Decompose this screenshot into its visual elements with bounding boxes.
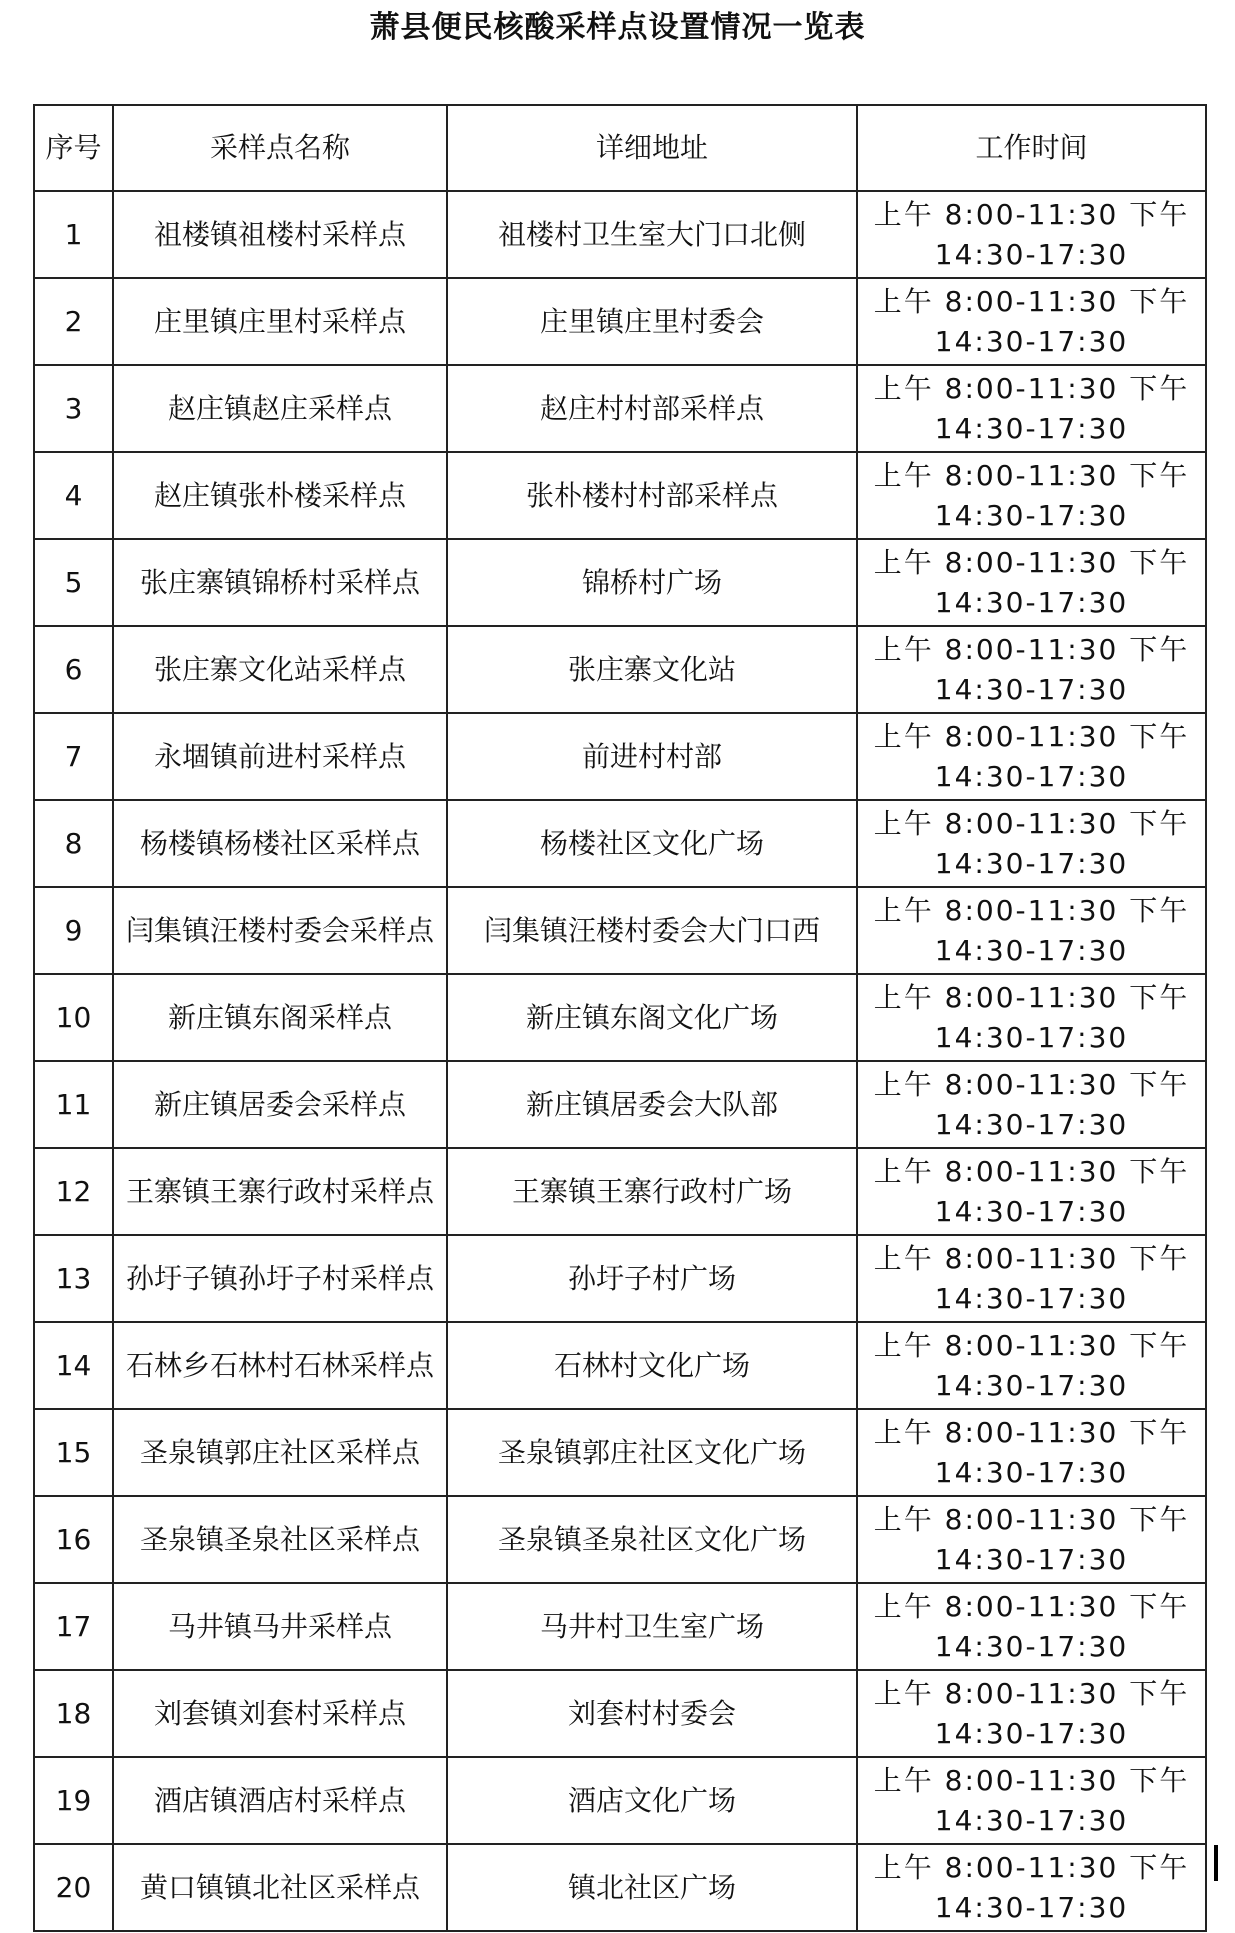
- header-no: 序号: [34, 105, 113, 191]
- cell-time: 上午 8:00-11:30 下午 14:30-17:30: [857, 539, 1206, 626]
- cell-no: 7: [34, 713, 113, 800]
- cell-name: 石林乡石林村石林采样点: [113, 1322, 447, 1409]
- table-row: [34, 1409, 1206, 1496]
- table-row: [34, 713, 1206, 800]
- table-row: [34, 800, 1206, 887]
- cell-time: 上午 8:00-11:30 下午 14:30-17:30: [857, 626, 1206, 713]
- cell-address: 刘套村村委会: [447, 1670, 857, 1757]
- table-row: [34, 1322, 1206, 1409]
- cell-address: 孙圩子村广场: [447, 1235, 857, 1322]
- cell-time: 上午 8:00-11:30 下午 14:30-17:30: [857, 800, 1206, 887]
- cell-no: 14: [34, 1322, 113, 1409]
- cell-address: 石林村文化广场: [447, 1322, 857, 1409]
- cell-name: 王寨镇王寨行政村采样点: [113, 1148, 447, 1235]
- table-row: [34, 1061, 1206, 1148]
- table-row: [34, 191, 1206, 278]
- cell-time: 上午 8:00-11:30 下午 14:30-17:30: [857, 1061, 1206, 1148]
- cell-no: 4: [34, 452, 113, 539]
- cell-address: 张朴楼村村部采样点: [447, 452, 857, 539]
- cell-no: 20: [34, 1844, 113, 1931]
- cell-address: 庄里镇庄里村委会: [447, 278, 857, 365]
- cell-time: 上午 8:00-11:30 下午 14:30-17:30: [857, 1235, 1206, 1322]
- cell-no: 15: [34, 1409, 113, 1496]
- table-row: [34, 452, 1206, 539]
- cell-no: 6: [34, 626, 113, 713]
- cell-address: 圣泉镇圣泉社区文化广场: [447, 1496, 857, 1583]
- cell-address: 新庄镇东阁文化广场: [447, 974, 857, 1061]
- table-row: [34, 626, 1206, 713]
- cell-name: 刘套镇刘套村采样点: [113, 1670, 447, 1757]
- cell-time: 上午 8:00-11:30 下午 14:30-17:30: [857, 1670, 1206, 1757]
- table-row: [34, 974, 1206, 1061]
- cell-no: 10: [34, 974, 113, 1061]
- cell-address: 王寨镇王寨行政村广场: [447, 1148, 857, 1235]
- cell-time: 上午 8:00-11:30 下午 14:30-17:30: [857, 887, 1206, 974]
- cell-no: 1: [34, 191, 113, 278]
- cell-time: 上午 8:00-11:30 下午 14:30-17:30: [857, 1583, 1206, 1670]
- cell-address: 祖楼村卫生室大门口北侧: [447, 191, 857, 278]
- cell-no: 13: [34, 1235, 113, 1322]
- cell-name: 祖楼镇祖楼村采样点: [113, 191, 447, 278]
- cell-time: 上午 8:00-11:30 下午 14:30-17:30: [857, 365, 1206, 452]
- cell-no: 8: [34, 800, 113, 887]
- table-header: [34, 105, 1206, 191]
- cell-name: 张庄寨文化站采样点: [113, 626, 447, 713]
- cell-address: 张庄寨文化站: [447, 626, 857, 713]
- cell-time: 上午 8:00-11:30 下午 14:30-17:30: [857, 278, 1206, 365]
- table-row: [34, 1496, 1206, 1583]
- cell-no: 19: [34, 1757, 113, 1844]
- cell-no: 11: [34, 1061, 113, 1148]
- cell-name: 孙圩子镇孙圩子村采样点: [113, 1235, 447, 1322]
- cell-name: 黄口镇镇北社区采样点: [113, 1844, 447, 1931]
- cell-name: 赵庄镇张朴楼采样点: [113, 452, 447, 539]
- sampling-sites-table: [33, 104, 1207, 1932]
- header-address: 详细地址: [447, 105, 857, 191]
- table-row: [34, 278, 1206, 365]
- cell-time: 上午 8:00-11:30 下午 14:30-17:30: [857, 1757, 1206, 1844]
- table-row: [34, 1235, 1206, 1322]
- cell-time: 上午 8:00-11:30 下午 14:30-17:30: [857, 1148, 1206, 1235]
- table-row: [34, 1670, 1206, 1757]
- cell-time: 上午 8:00-11:30 下午 14:30-17:30: [857, 1409, 1206, 1496]
- cell-address: 马井村卫生室广场: [447, 1583, 857, 1670]
- cell-address: 新庄镇居委会大队部: [447, 1061, 857, 1148]
- cell-address: 闫集镇汪楼村委会大门口西: [447, 887, 857, 974]
- cell-no: 12: [34, 1148, 113, 1235]
- cell-time: 上午 8:00-11:30 下午 14:30-17:30: [857, 1322, 1206, 1409]
- cell-address: 前进村村部: [447, 713, 857, 800]
- cell-address: 圣泉镇郭庄社区文化广场: [447, 1409, 857, 1496]
- cell-name: 张庄寨镇锦桥村采样点: [113, 539, 447, 626]
- cell-name: 酒店镇酒店村采样点: [113, 1757, 447, 1844]
- cell-address: 镇北社区广场: [447, 1844, 857, 1931]
- table-row: [34, 539, 1206, 626]
- table-row: [34, 1757, 1206, 1844]
- cell-address: 锦桥村广场: [447, 539, 857, 626]
- cell-name: 新庄镇东阁采样点: [113, 974, 447, 1061]
- cell-address: 酒店文化广场: [447, 1757, 857, 1844]
- table-row: [34, 1844, 1206, 1931]
- cell-no: 16: [34, 1496, 113, 1583]
- cell-name: 赵庄镇赵庄采样点: [113, 365, 447, 452]
- header-row: [34, 105, 1206, 191]
- cell-name: 马井镇马井采样点: [113, 1583, 447, 1670]
- cell-time: 上午 8:00-11:30 下午 14:30-17:30: [857, 713, 1206, 800]
- table-row: [34, 1583, 1206, 1670]
- cell-name: 新庄镇居委会采样点: [113, 1061, 447, 1148]
- cell-no: 2: [34, 278, 113, 365]
- cell-no: 17: [34, 1583, 113, 1670]
- cell-address: 赵庄村村部采样点: [447, 365, 857, 452]
- cursor-mark: [1214, 1845, 1218, 1881]
- table-row: [34, 1148, 1206, 1235]
- cell-name: 杨楼镇杨楼社区采样点: [113, 800, 447, 887]
- page-title: 萧县便民核酸采样点设置情况一览表: [369, 10, 866, 45]
- cell-name: 闫集镇汪楼村委会采样点: [113, 887, 447, 974]
- cell-address: 杨楼社区文化广场: [447, 800, 857, 887]
- header-name: 采样点名称: [113, 105, 447, 191]
- header-time: 工作时间: [857, 105, 1206, 191]
- cell-name: 圣泉镇郭庄社区采样点: [113, 1409, 447, 1496]
- cell-time: 上午 8:00-11:30 下午 14:30-17:30: [857, 452, 1206, 539]
- cell-time: 上午 8:00-11:30 下午 14:30-17:30: [857, 191, 1206, 278]
- cell-no: 5: [34, 539, 113, 626]
- cell-time: 上午 8:00-11:30 下午 14:30-17:30: [857, 1844, 1206, 1931]
- cell-name: 庄里镇庄里村采样点: [113, 278, 447, 365]
- cell-time: 上午 8:00-11:30 下午 14:30-17:30: [857, 1496, 1206, 1583]
- cell-name: 永堌镇前进村采样点: [113, 713, 447, 800]
- cell-no: 9: [34, 887, 113, 974]
- cell-time: 上午 8:00-11:30 下午 14:30-17:30: [857, 974, 1206, 1061]
- cell-name: 圣泉镇圣泉社区采样点: [113, 1496, 447, 1583]
- cell-no: 18: [34, 1670, 113, 1757]
- table-row: [34, 887, 1206, 974]
- cell-no: 3: [34, 365, 113, 452]
- table-body: [34, 191, 1206, 1931]
- table-row: [34, 365, 1206, 452]
